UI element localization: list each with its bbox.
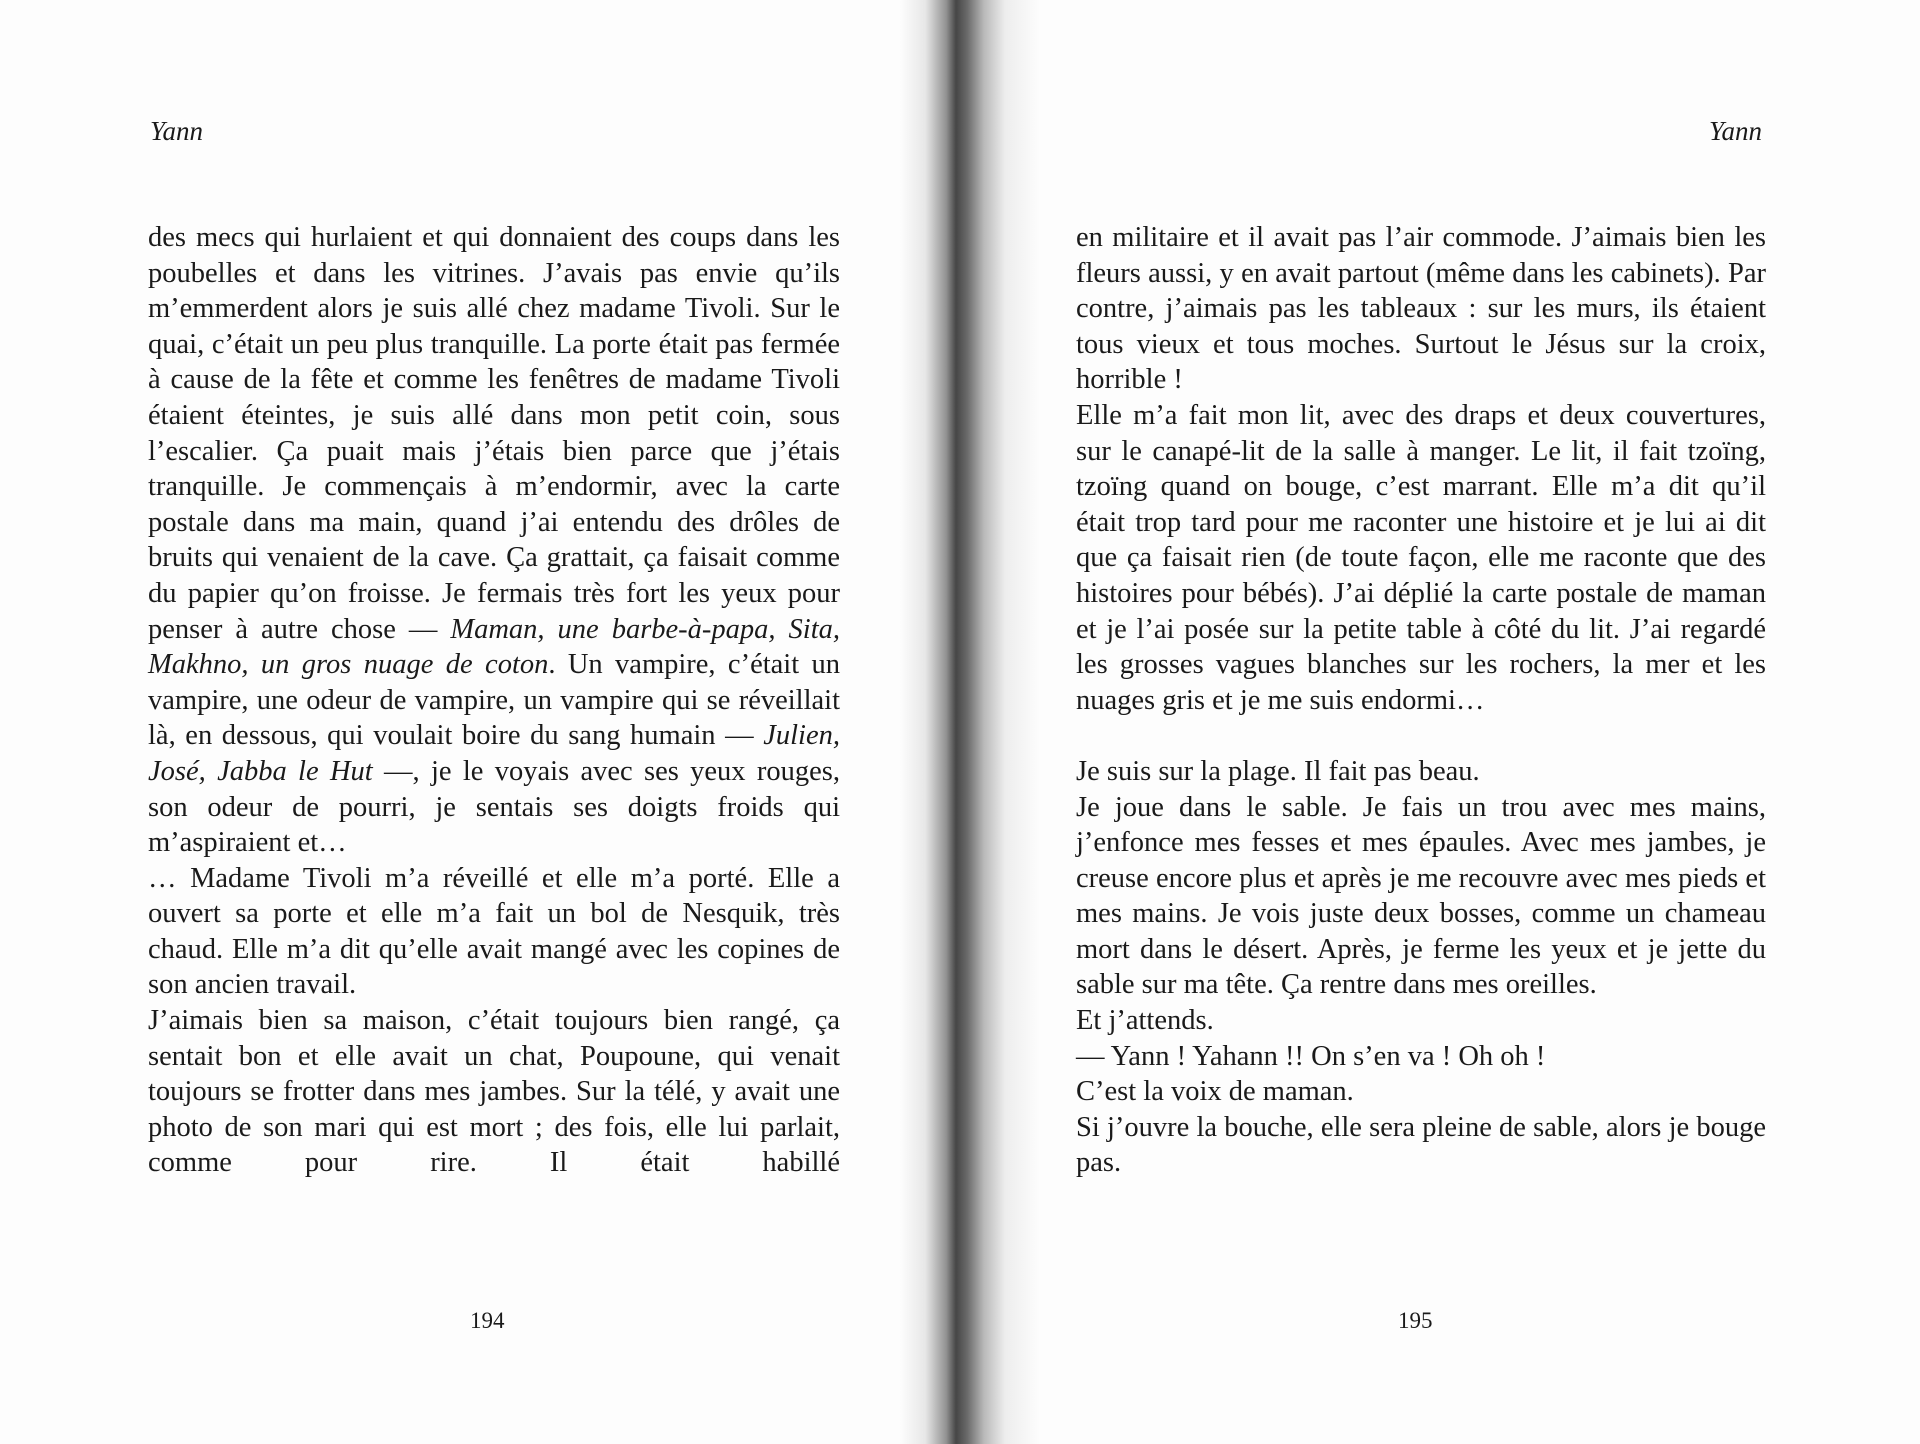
- paragraph: … Madame Tivoli m’a réveillé et elle m’a porté. Elle a ouvert sa porte et elle m’a fait un bol de Nesquik, très chaud. Elle m’a dit qu’elle avait mangé avec les copines de son ancien travail.: [148, 862, 840, 1001]
- text-run: . Un vampire, c’était un vampire, une odeur de vampire, un vampire qui se réveillait là, en dessous, qui voulait boire du sang humain —: [148, 649, 840, 752]
- dialogue-line: — Yann ! Yahann !! On s’en va ! Oh oh !: [1076, 1040, 1546, 1072]
- running-head-right: Yann: [1708, 116, 1762, 146]
- italic-text: Julien, José, Jabba le Hut: [148, 720, 840, 787]
- paragraph: en militaire et il avait pas l’air commode. J’aimais bien les fleurs aussi, y en avait partout (même dans les cabinets). Par contre, j’aimais pas les tableaux : sur les murs, ils étaient tous vieux et tous moches. Surtout le Jésus sur la croix, horrible !: [1076, 222, 1766, 396]
- running-head-left: Yann: [150, 116, 204, 146]
- paragraph: Et j’attends.: [1076, 1005, 1214, 1037]
- paragraph: Si j’ouvre la bouche, elle sera pleine de sable, alors je bouge pas.: [1076, 1111, 1766, 1179]
- paragraph: Elle m’a fait mon lit, avec des draps et deux couvertures, sur le canapé-lit de la salle à manger. Le lit, il fait tzoïng, tzoïng quand on bouge, c’est marrant. Elle m’a dit qu’il était trop tard pour me raconter une histoire et je lui ai dit que ça faisait rien (de toute façon, elle me raconte que des histoires pour bébés). J’ai déplié la carte postale de maman et je l’ai posée sur la petite table à côté du lit. J’ai regardé les grosses vagues blanches sur les rochers, la mer et les nuages gris et je me suis endormi…: [1076, 399, 1766, 716]
- text-run: des mecs qui hurlaient et qui donnaient des coups dans les poubelles et dans les vitrines. J’avais pas envie qu’ils m’emmerdent alors je suis allé chez madame Tivoli. Sur le quai, c’était un peu plus tranquille. La porte était pas fermée à cause de la fête et comme les fenêtres de madame Tivoli étaient éteintes, je suis allé dans mon petit coin, sous l’escalier. Ça puait mais j’étais bien parce que j’étais tranquille. Je commençais à m’endormir, avec la carte postale dans ma main, quand j’ai entendu des drôles de bruits qui venaient de la cave. Ça grattait, ça faisait comme du papier qu’on froisse. Je fermais très fort les yeux pour penser à autre chose —: [148, 222, 840, 645]
- page-number-right: 195: [1398, 1308, 1433, 1333]
- right-page: [1000, 0, 1920, 1444]
- left-page: [0, 0, 940, 1444]
- page-number-left: 194: [470, 1308, 505, 1333]
- paragraph: J’aimais bien sa maison, c’était toujours bien rangé, ça sentait bon et elle avait un chat, Poupoune, qui venait toujours se frotter dans mes jambes. Sur la télé, y avait une photo de son mari qui est mort ; des fois, elle lui parlait, comme pour rire. Il était habillé: [148, 1005, 840, 1179]
- italic-text: Maman, une barbe-à-papa, Sita, Makhno, un gros nuage de coton: [148, 613, 840, 681]
- left-page-body: [148, 220, 840, 1181]
- paragraph: Je suis sur la plage. Il fait pas beau.: [1076, 755, 1480, 787]
- paragraph: C’est la voix de maman.: [1076, 1076, 1354, 1108]
- text-run: —, je le voyais avec ses yeux rouges, son odeur de pourri, je sentais ses doigts froids qui m’aspiraient et…: [148, 755, 840, 859]
- right-page-body: [1076, 220, 1766, 1181]
- paragraph: Je joue dans le sable. Je fais un trou avec mes mains, j’enfonce mes fesses et mes épaules. Avec mes jambes, je creuse encore plus et après je me recouvre avec mes pieds et mes mains. Je vois juste deux bosses, comme un chameau mort dans le désert. Après, je ferme les yeux et je jette du sable sur ma tête. Ça rentre dans mes oreilles.: [1076, 791, 1766, 1001]
- paragraph: [148, 220, 840, 861]
